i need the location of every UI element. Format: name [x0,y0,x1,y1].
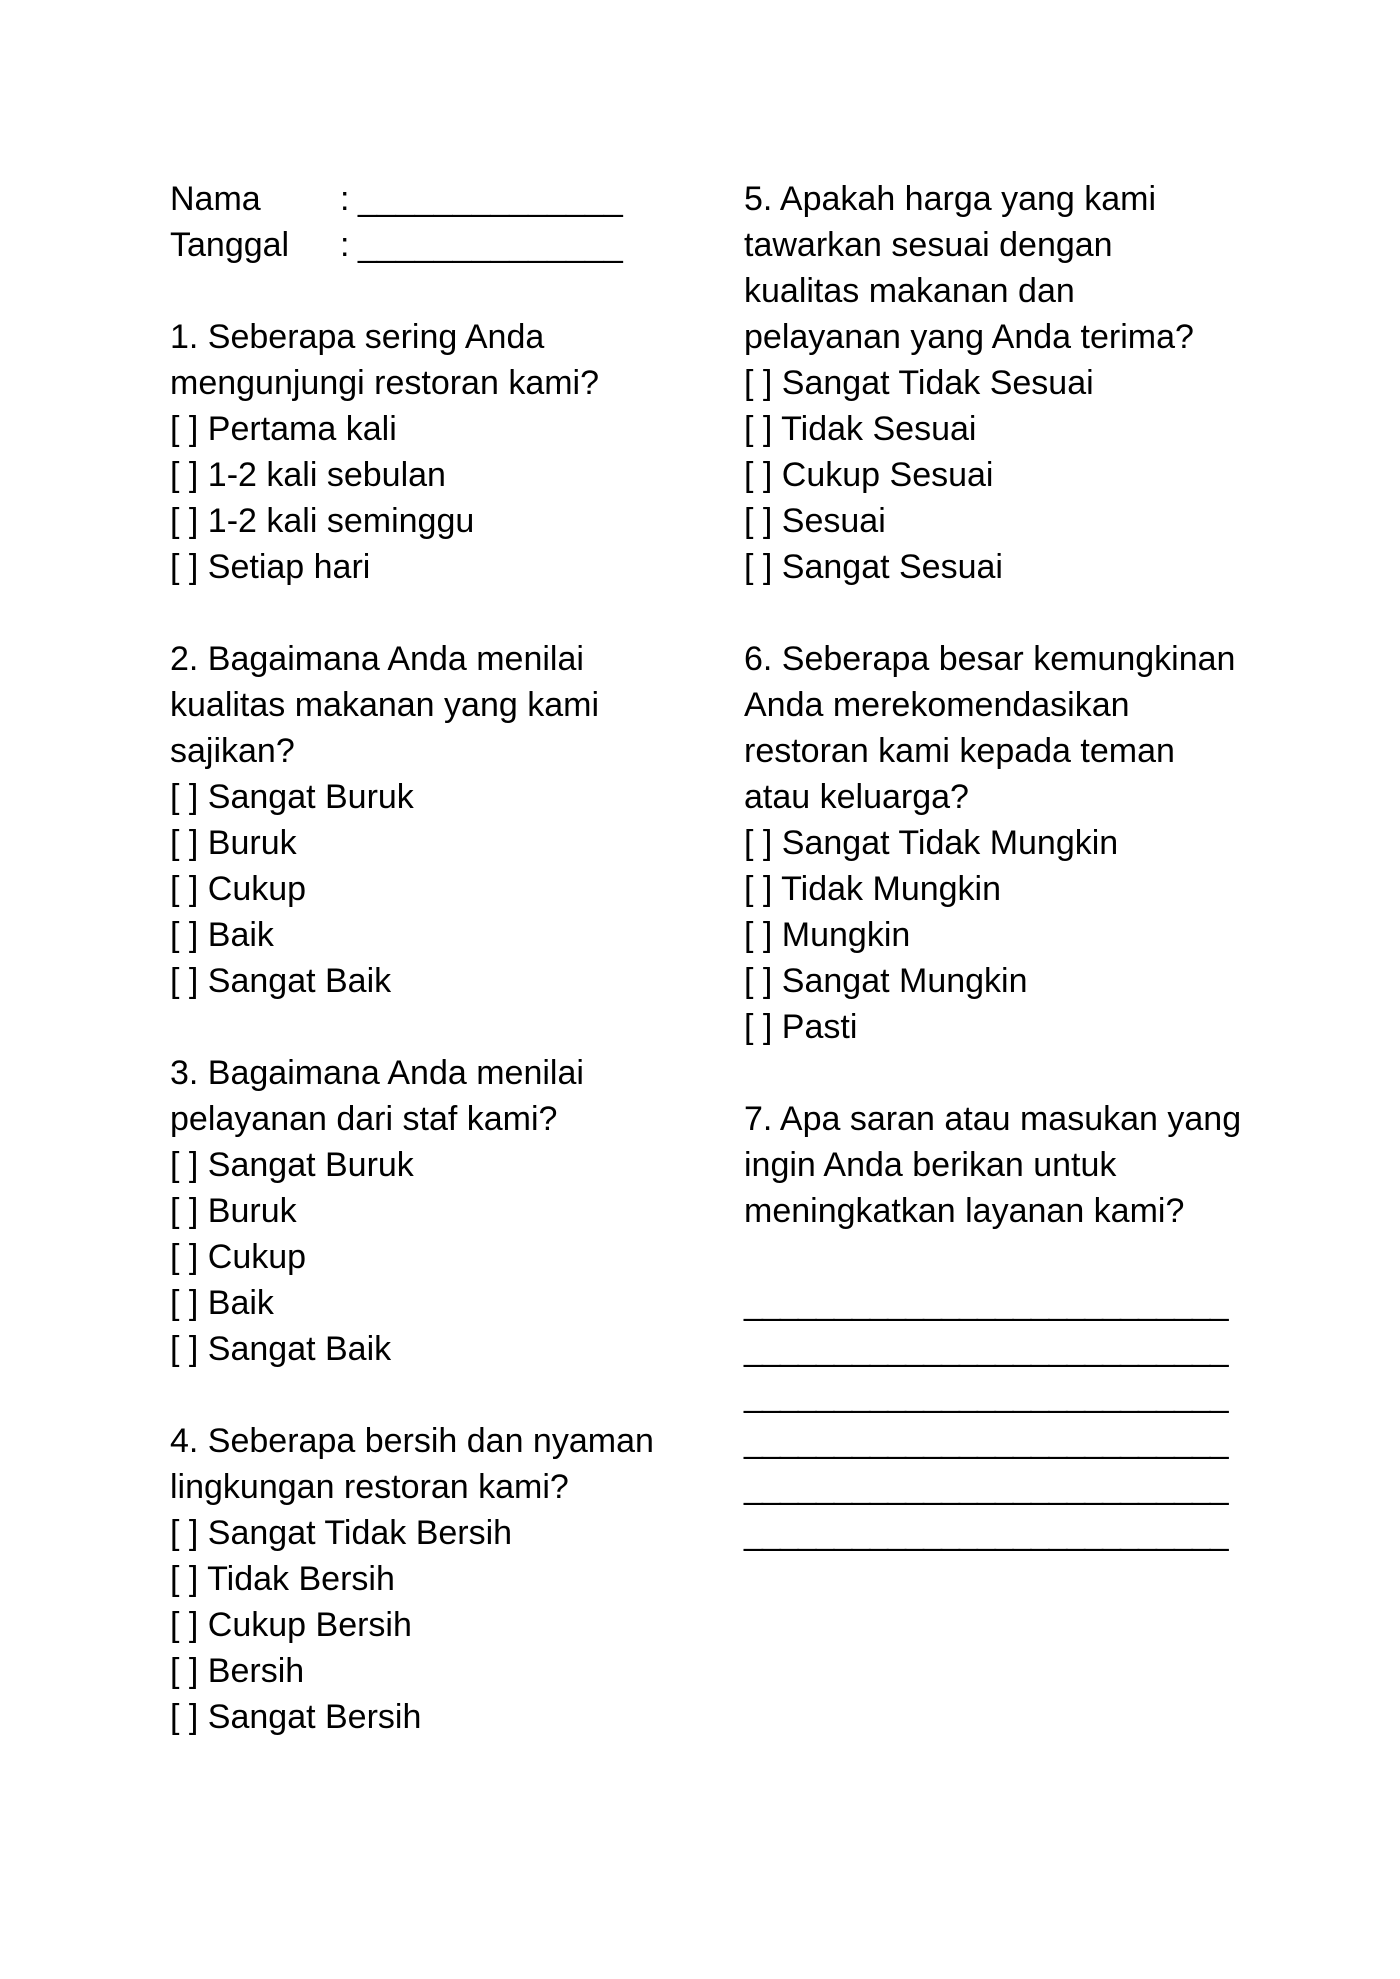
q6-option-2[interactable]: [ ] Tidak Mungkin [744,870,1002,908]
question-3 [170,1050,710,1372]
q6-option-4[interactable]: [ ] Sangat Mungkin [744,962,1028,1000]
left-column [170,176,710,1740]
q4-option-3[interactable]: [ ] Cukup Bersih [170,1606,412,1644]
question-2 [170,636,710,1004]
question-2-text: 2. Bagaimana Anda menilai kualitas makanan yang kami sajikan? [170,640,600,770]
q1-option-2[interactable]: [ ] 1-2 kali sebulan [170,456,446,494]
answer-lines[interactable] [744,1280,1244,1556]
q5-option-2[interactable]: [ ] Tidak Sesuai [744,410,977,448]
date-label: Tanggal [170,226,290,264]
q5-option-5[interactable]: [ ] Sangat Sesuai [744,548,1003,586]
q4-option-4[interactable]: [ ] Bersih [170,1652,305,1690]
date-blank-line[interactable]: ______________ [358,226,623,264]
question-6 [744,636,1244,1050]
q1-option-3[interactable]: [ ] 1-2 kali seminggu [170,502,475,540]
answer-line[interactable]: ___________________________ [744,1284,1228,1322]
q5-option-3[interactable]: [ ] Cukup Sesuai [744,456,994,494]
question-4-text: 4. Seberapa bersih dan nyaman lingkungan restoran kami? [170,1422,654,1506]
question-1-text: 1. Seberapa sering Anda mengunjungi restoran kami? [170,318,600,402]
q3-option-2[interactable]: [ ] Buruk [170,1192,297,1230]
question-6-text: 6. Seberapa besar kemungkinan Anda merekomendasikan restoran kami kepada teman atau keluarga? [744,640,1236,816]
name-label: Nama [170,180,261,218]
question-7-text: 7. Apa saran atau masukan yang ingin Anda berikan untuk meningkatkan layanan kami? [744,1100,1242,1230]
answer-line[interactable]: ___________________________ [744,1514,1228,1552]
q1-option-1[interactable]: [ ] Pertama kali [170,410,397,448]
q1-option-4[interactable]: [ ] Setiap hari [170,548,371,586]
name-blank-line[interactable]: ______________ [358,180,623,218]
question-5-text: 5. Apakah harga yang kami tawarkan sesuai dengan kualitas makanan dan pelayanan yang Anda terima? [744,180,1194,356]
q2-option-3[interactable]: [ ] Cukup [170,870,307,908]
name-colon: : [340,180,350,218]
q6-option-5[interactable]: [ ] Pasti [744,1008,858,1046]
q3-option-1[interactable]: [ ] Sangat Buruk [170,1146,414,1184]
name-field[interactable] [170,176,710,222]
answer-line[interactable]: ___________________________ [744,1376,1228,1414]
answer-line[interactable]: ___________________________ [744,1330,1228,1368]
q6-option-1[interactable]: [ ] Sangat Tidak Mungkin [744,824,1119,862]
q2-option-2[interactable]: [ ] Buruk [170,824,297,862]
question-5 [744,176,1244,590]
answer-line[interactable]: ___________________________ [744,1422,1228,1460]
q3-option-3[interactable]: [ ] Cukup [170,1238,307,1276]
q4-option-2[interactable]: [ ] Tidak Bersih [170,1560,395,1598]
q4-option-5[interactable]: [ ] Sangat Bersih [170,1698,422,1736]
answer-line[interactable]: ___________________________ [744,1468,1228,1506]
right-column [744,176,1244,1556]
q3-option-5[interactable]: [ ] Sangat Baik [170,1330,392,1368]
q3-option-4[interactable]: [ ] Baik [170,1284,274,1322]
q5-option-4[interactable]: [ ] Sesuai [744,502,886,540]
date-field[interactable] [170,222,710,268]
q2-option-5[interactable]: [ ] Sangat Baik [170,962,392,1000]
date-colon: : [340,226,350,264]
question-4 [170,1418,710,1740]
question-7 [744,1096,1244,1556]
q6-option-3[interactable]: [ ] Mungkin [744,916,911,954]
question-1 [170,314,710,590]
q4-option-1[interactable]: [ ] Sangat Tidak Bersih [170,1514,513,1552]
question-3-text: 3. Bagaimana Anda menilai pelayanan dari staf kami? [170,1054,584,1138]
q5-option-1[interactable]: [ ] Sangat Tidak Sesuai [744,364,1094,402]
q2-option-4[interactable]: [ ] Baik [170,916,274,954]
q2-option-1[interactable]: [ ] Sangat Buruk [170,778,414,816]
